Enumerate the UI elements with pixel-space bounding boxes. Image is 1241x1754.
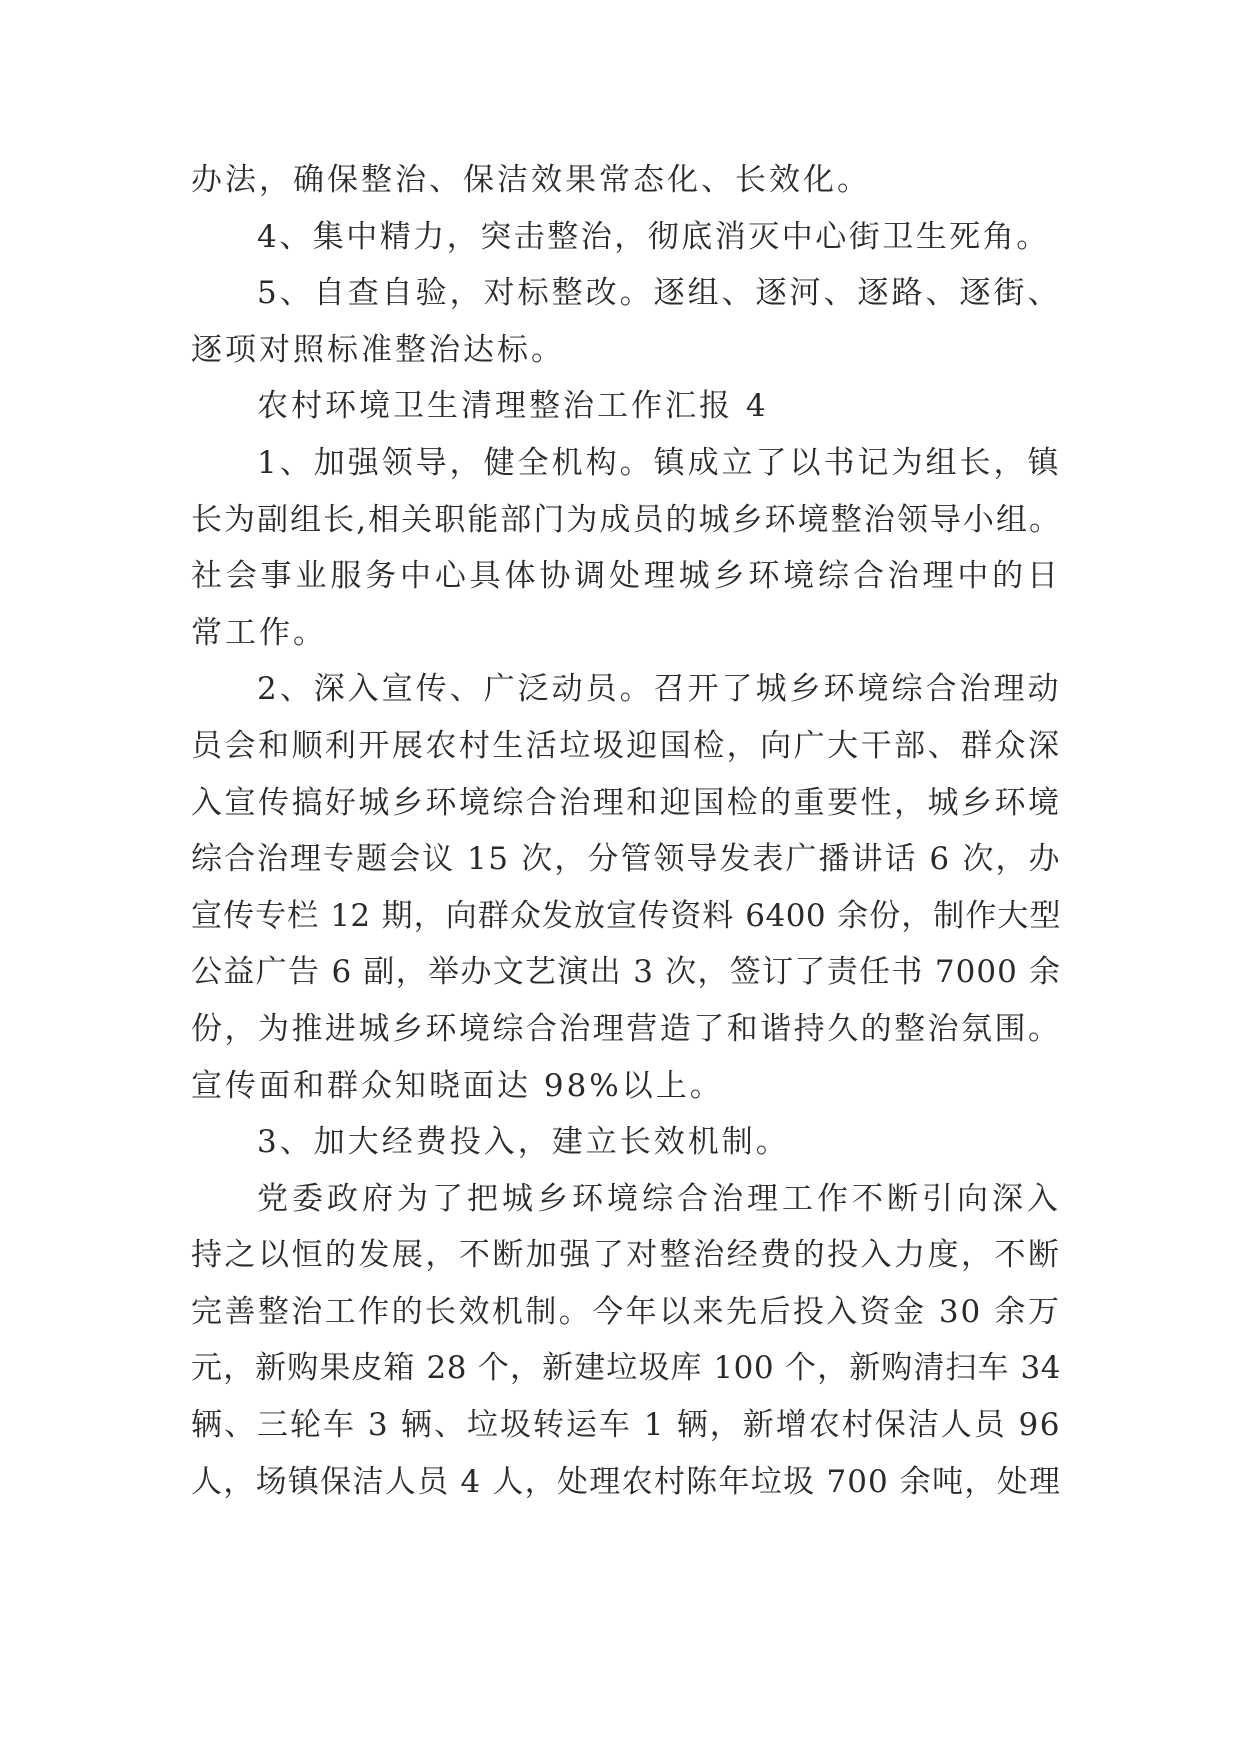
text-line: 3、加大经费投入，建立长效机制。	[257, 1124, 790, 1161]
text-line: 长为副组长,相关职能部门为成员的城乡环境整治领导小组。	[191, 501, 1061, 538]
text-line: 人，场镇保洁人员 4 人，处理农村陈年垃圾 700 余吨，处理	[191, 1463, 1061, 1500]
text-line: 党委政府为了把城乡环境综合治理工作不断引向深入	[257, 1180, 1061, 1217]
text-line: 1、加强领导，健全机构。镇成立了以书记为组长，镇	[257, 444, 1061, 481]
text-line: 宣传专栏 12 期，向群众发放宣传资料 6400 余份，制作大型	[191, 897, 1061, 934]
text-line: 常工作。	[191, 614, 327, 651]
text-line: 4、集中精力，突击整治，彻底消灭中心街卫生死角。	[257, 218, 1050, 255]
text-line: 完善整治工作的长效机制。今年以来先后投入资金 30 余万	[191, 1293, 1061, 1330]
text-line: 员会和顺利开展农村生活垃圾迎国检，向广大干部、群众深	[191, 727, 1061, 764]
section-heading: 农村环境卫生清理整治工作汇报 4	[257, 388, 769, 425]
text-line: 5、自查自验，对标整改。逐组、逐河、逐路、逐街、	[257, 275, 1061, 312]
text-line: 份，为推进城乡环境综合治理营造了和谐持久的整治氛围。	[191, 1010, 1061, 1047]
text-line: 元，新购果皮箱 28 个，新建垃圾库 100 个，新购清扫车 34	[191, 1350, 1061, 1387]
text-line: 综合治理专题会议 15 次，分管领导发表广播讲话 6 次，办	[191, 841, 1061, 878]
document-body	[191, 152, 1061, 1510]
text-line: 持之以恒的发展，不断加强了对整治经费的投入力度，不断	[191, 1237, 1061, 1274]
text-line: 社会事业服务中心具体协调处理城乡环境综合治理中的日	[191, 558, 1061, 595]
text-line: 辆、三轮车 3 辆、垃圾转运车 1 辆，新增农村保洁人员 96	[191, 1407, 1061, 1444]
text-line: 入宣传搞好城乡环境综合治理和迎国检的重要性，城乡环境	[191, 784, 1061, 821]
text-line: 宣传面和群众知晓面达 98%以上。	[191, 1067, 724, 1104]
text-line: 公益广告 6 副，举办文艺演出 3 次，签订了责任书 7000 余	[191, 954, 1061, 991]
text-line: 逐项对照标准整治达标。	[191, 331, 565, 368]
text-line: 2、深入宣传、广泛动员。召开了城乡环境综合治理动	[257, 671, 1061, 708]
text-line: 办法，确保整治、保洁效果常态化、长效化。	[191, 162, 871, 198]
